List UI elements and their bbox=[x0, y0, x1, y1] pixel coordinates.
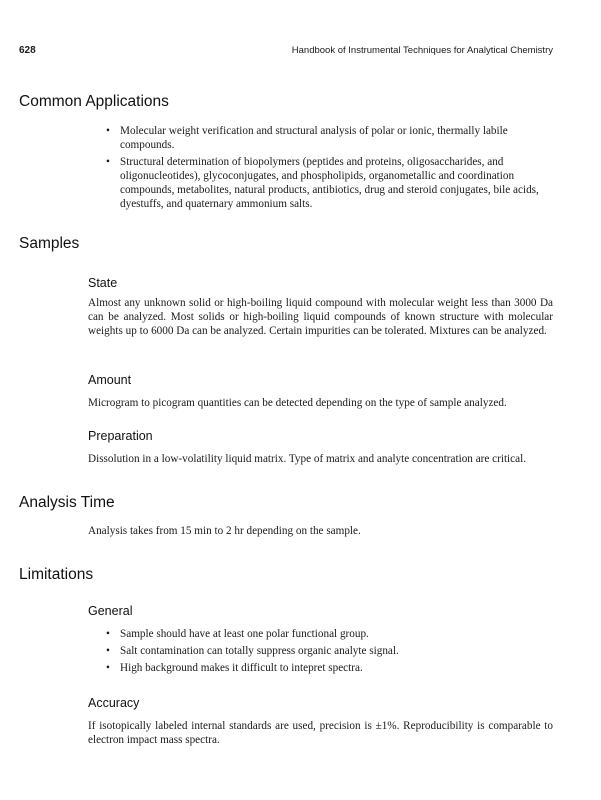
analysis-time-heading: Analysis Time bbox=[19, 494, 115, 511]
bullet-icon: • bbox=[106, 645, 110, 657]
list-item bbox=[88, 627, 553, 641]
common-applications-heading: Common Applications bbox=[19, 93, 169, 110]
general-heading: General bbox=[88, 604, 133, 618]
page-number: 628 bbox=[19, 45, 36, 56]
general-limitations-list bbox=[88, 627, 553, 678]
accuracy-text: If isotopically labeled internal standards are used, precision is ±1%. Reproducibility is comparable to electron impact mass spectra. bbox=[88, 720, 553, 746]
state-heading: State bbox=[88, 276, 118, 290]
amount-heading: Amount bbox=[88, 373, 132, 387]
list-item-text: Molecular weight verification and structural analysis of polar or ionic, thermally labile compounds. bbox=[120, 125, 508, 151]
accuracy-heading: Accuracy bbox=[88, 696, 140, 710]
common-applications-list bbox=[88, 124, 553, 214]
limitations-heading: Limitations bbox=[19, 566, 94, 583]
bullet-icon: • bbox=[106, 662, 110, 674]
list-item bbox=[88, 155, 553, 211]
preparation-text: Dissolution in a low-volatility liquid matrix. Type of matrix and analyte concentration are critical. bbox=[88, 453, 526, 465]
bullet-icon: • bbox=[106, 156, 110, 168]
samples-heading: Samples bbox=[19, 235, 80, 252]
analysis-time-text: Analysis takes from 15 min to 2 hr depending on the sample. bbox=[88, 525, 361, 537]
list-item-text: Sample should have at least one polar functional group. bbox=[120, 628, 369, 640]
preparation-heading: Preparation bbox=[88, 429, 153, 443]
list-item bbox=[88, 124, 553, 152]
bullet-icon: • bbox=[106, 628, 110, 640]
list-item-text: High background makes it difficult to intepret spectra. bbox=[120, 662, 363, 674]
list-item bbox=[88, 644, 553, 658]
list-item bbox=[88, 661, 553, 675]
amount-text: Microgram to picogram quantities can be detected depending on the type of sample analyzed. bbox=[88, 397, 507, 409]
list-item-text: Structural determination of biopolymers (peptides and proteins, oligosaccharides, and oligonucleotides), glycoconjugates, and phospholipids, organometallic and coordination compounds, metabolites, natural products, antibiotics, drug and steroid conjugates, bile acids, dyestuffs, and quaternary ammonium salts. bbox=[120, 156, 539, 210]
bullet-icon: • bbox=[106, 125, 110, 137]
state-text: Almost any unknown solid or high-boiling liquid compound with molecular weight less than 3000 Da can be analyzed. Most solids or high-boiling liquid compounds of known structure with molecular weights up to 6000 Da can be analyzed. Certain impurities can be tolerated. Mixtures can be analyzed. bbox=[88, 297, 553, 337]
running-head bbox=[19, 45, 553, 59]
book-title: Handbook of Instrumental Techniques for Analytical Chemistry bbox=[291, 45, 553, 56]
list-item-text: Salt contamination can totally suppress organic analyte signal. bbox=[120, 645, 399, 657]
